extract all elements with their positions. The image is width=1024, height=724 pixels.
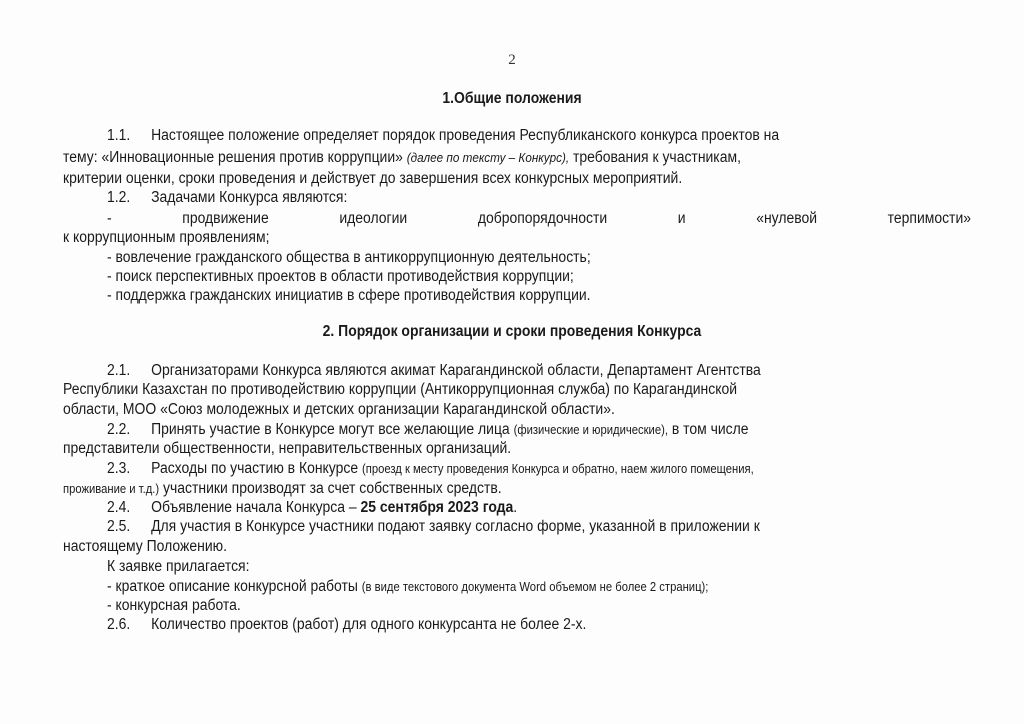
paragraph-1-1-line-3: критерии оценки, сроки проведения и действует до завершения всех конкурсных мероприятий.: [63, 170, 683, 187]
clause-number: 2.1.: [107, 362, 131, 379]
task-item-1-continuation: к коррупционным проявлениям;: [63, 229, 270, 246]
paragraph-2-1-line-1: 2.1. Организаторами Конкурса являются акимат Карагандинской области, Департамент Агентства: [107, 362, 761, 379]
section-1-title: 1.Общие положения: [442, 90, 582, 107]
attachment-item-1: - краткое описание конкурсной работы (в виде текстового документа Word объемом не более 2 страниц);: [107, 578, 709, 595]
task-item-4: - поддержка гражданских инициатив в сфере противодействия коррупции.: [107, 287, 591, 304]
paragraph-2-1-line-2: Республики Казахстан по противодействию коррупции (Антикоррупционная служба) по Карагандинской: [63, 381, 738, 398]
clause-number: 1.2.: [107, 189, 131, 206]
clause-number: 1.1.: [107, 127, 131, 144]
paragraph-2-2-line-2: представители общественности, неправительственных организаций.: [63, 440, 512, 457]
task-item-2: - вовлечение гражданского общества в антикоррупционную деятельность;: [107, 249, 591, 266]
paragraph-2-1-line-3: области, МОО «Союз молодежных и детских организации Карагандинской области».: [63, 401, 615, 418]
section-2-title: 2. Порядок организации и сроки проведения Конкурса: [322, 323, 702, 340]
paragraph-1-1-line-1: 1.1. Настоящее положение определяет порядок проведения Республиканского конкурса проектов на: [107, 127, 780, 144]
start-date: 25 сентября 2023 года: [360, 499, 514, 516]
clause-number: 2.4.: [107, 499, 131, 516]
paragraph-2-3-line-2: проживание и т.д.) участники производят за счет собственных средств.: [63, 480, 502, 497]
attachment-heading: К заявке прилагается:: [107, 558, 250, 575]
paragraph-2-5-line-2: настоящему Положению.: [63, 538, 227, 555]
clause-number: 2.2.: [107, 421, 131, 438]
paragraph-1-1-line-2: тему: «Инновационные решения против коррупции» (далее по тексту – Конкурс), требования к участникам,: [63, 149, 741, 166]
attachment-item-2: - конкурсная работа.: [107, 597, 241, 614]
paragraph-2-2-line-1: 2.2. Принять участие в Конкурсе могут все желающие лица (физические и юридические), в том числе: [107, 421, 749, 438]
paragraph-2-3-line-1: 2.3. Расходы по участию в Конкурсе (проезд к месту проведения Конкурса и обратно, наем жилого помещения,: [107, 460, 754, 477]
page-number: 2: [508, 52, 516, 68]
paragraph-2-5-line-1: 2.5. Для участия в Конкурсе участники подают заявку согласно форме, указанной в приложении к: [107, 518, 760, 535]
clause-number: 2.6.: [107, 616, 131, 633]
task-item-3: - поиск перспективных проектов в области противодействия коррупции;: [107, 268, 574, 285]
paragraph-2-4: 2.4. Объявление начала Конкурса – 25 сентября 2023 года.: [107, 499, 518, 516]
clause-number: 2.3.: [107, 460, 131, 477]
paragraph-1-2: 1.2. Задачами Конкурса являются:: [107, 189, 348, 206]
paragraph-2-6: 2.6. Количество проектов (работ) для одного конкурсанта не более 2-х.: [107, 616, 587, 633]
clause-number: 2.5.: [107, 518, 131, 535]
task-item-1: - продвижение идеологии добропорядочности и «нулевой терпимости»: [107, 210, 971, 227]
